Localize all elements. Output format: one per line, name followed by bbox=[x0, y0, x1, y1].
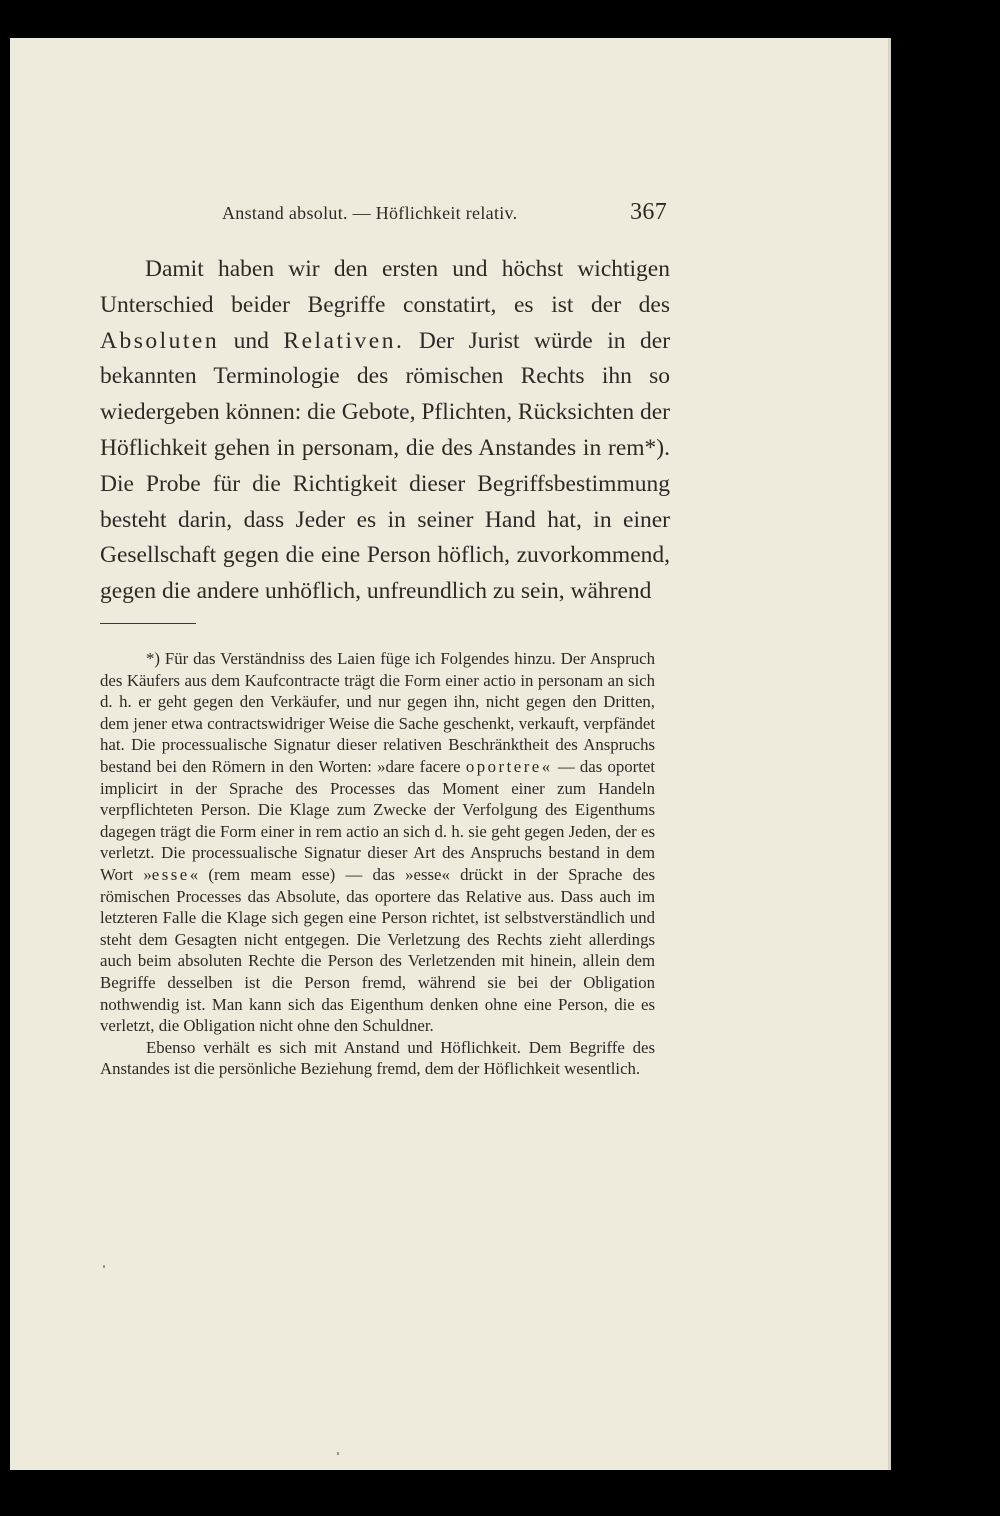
paper-speck bbox=[103, 1265, 105, 1268]
footnote-paragraph-1 bbox=[100, 648, 655, 1037]
running-header bbox=[222, 199, 667, 225]
main-text bbox=[100, 252, 670, 610]
main-text-segment: Der Jurist würde in der bekannten Terminologie des römischen Rechts ihn so wiedergeben können: die Gebote, Pflichten, Rücksichten der Höflichkeit gehen in personam, die des Anstandes in rem*). Die Probe für die Richtigkeit dieser Begriffsbestimmung besteht darin, dass Jeder es in seiner Hand hat, in einer Gesellschaft gegen die eine Person höflich, zuvorkommend, gegen die andere unhöflich, unfreundlich zu sein, während bbox=[100, 327, 671, 605]
footnote bbox=[100, 648, 655, 1080]
footnote-separator bbox=[100, 623, 196, 624]
main-text-segment: und bbox=[233, 327, 269, 354]
page-number: 367 bbox=[630, 199, 667, 225]
footnote-segment: « (rem meam esse) — das »esse« drückt in der Sprache des römischen Processes das Absolute, das oportere das Relative aus. Dass auch im letzteren Falle die Klage sich gegen eine Person richtet, ist selbstverständlich und steht dem Gesagten nicht entgegen. Die Verletzung des Rechts zieht allerdings auch beim absoluten Rechte die Person des Verletzenden mit hinein, allein dem Begriffe desselben ist die Person fremd, während sie bei der Obligation nothwendig ist. Man kann sich das Eigenthum denken ohne eine Person, die es verletzt, die Obligation nicht ohne den Schuldner. bbox=[100, 864, 655, 1036]
paper-speck bbox=[337, 1452, 339, 1455]
page-edge bbox=[888, 38, 891, 1470]
emphasized-oportere: oportere« bbox=[465, 756, 553, 776]
footnote-paragraph-2: Ebenso verhält es sich mit Anstand und Höflichkeit. Dem Begriffe des Anstandes ist die persönliche Beziehung fremd, dem der Höflichkeit wesentlich. bbox=[100, 1037, 655, 1079]
emphasized-absoluten: Absoluten bbox=[100, 327, 220, 354]
main-text-segment: Damit haben wir den ersten und höchst wichtigen Unterschied beider Begriffe constatirt, es ist der des bbox=[100, 256, 670, 318]
footnote-segment: — das oportet implicirt in der Sprache des Processes das Moment einer zum Handeln verpflichteten Person. Die Klage zum Zwecke der Verfolgung des Eigenthums dagegen trägt die Form einer in rem actio an sich d. h. sie geht gegen Jeden, der es verletzt. Die processualische Signatur dieser Art des Anspruchs bestand in dem Wort » bbox=[100, 756, 655, 884]
emphasized-relativen: Relativen. bbox=[283, 327, 405, 354]
footnote-segment: *) Für das Verständniss des Laien füge ich Folgendes hinzu. Der Anspruch des Käufers aus dem Kaufcontracte trägt die Form einer actio in personam an sich d. h. er geht gegen den Verkäufer, und nur gegen ihn, nicht gegen den Dritten, dem jener etwa contractswidriger Weise die Sache geschenkt, verkauft, verpfändet hat. Die processualische Signatur dieser relativen Beschränktheit des Anspruchs bestand bei den Römern in den Worten: »dare facere bbox=[100, 649, 655, 776]
running-title: Anstand absolut. — Höflichkeit relativ. bbox=[222, 203, 518, 223]
main-paragraph bbox=[100, 252, 670, 610]
emphasized-esse: esse bbox=[151, 864, 190, 884]
